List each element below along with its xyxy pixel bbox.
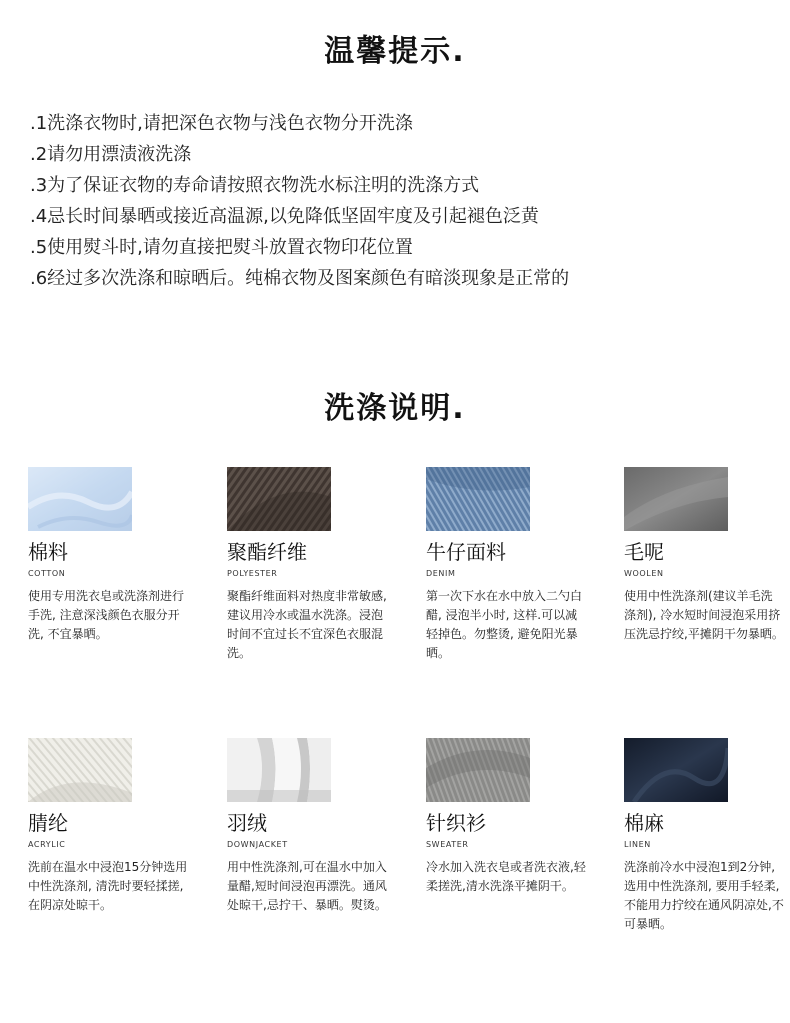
fabric-name: 毛呢 <box>624 540 664 564</box>
fabric-description: 用中性洗涤剂,可在温水中加入量醋,短时间浸泡再漂洗。通风处晾干,忌拧干、暴晒。熨烫。 <box>227 860 387 912</box>
fabric-card-acrylic <box>28 738 198 915</box>
fabric-name: 牛仔面料 <box>426 540 506 564</box>
acrylic-swatch-image <box>28 738 132 802</box>
fabric-english-name: COTTON <box>28 569 66 578</box>
fabric-card-linen <box>624 738 790 934</box>
fabric-name: 针织衫 <box>426 811 486 835</box>
tip-item: .1洗涤衣物时,请把深色衣物与浅色衣物分开洗涤 <box>30 113 413 134</box>
fabric-name: 腈纶 <box>28 811 68 835</box>
tip-item: .5使用熨斗时,请勿直接把熨斗放置衣物印花位置 <box>30 237 413 258</box>
fabric-card-woolen <box>624 467 790 644</box>
tip-item: .3为了保证衣物的寿命请按照衣物洗水标注明的洗涤方式 <box>30 175 480 196</box>
tips-list <box>30 108 770 294</box>
downjacket-swatch-image <box>227 738 331 802</box>
fabric-description: 聚酯纤维面料对热度非常敏感, 建议用冷水或温水洗涤。浸泡时间不宜过长不宜深色衣服混洗。 <box>227 589 387 660</box>
tip-item: .6经过多次洗涤和晾晒后。纯棉衣物及图案颜色有暗淡现象是正常的 <box>30 268 570 289</box>
linen-swatch-image <box>624 738 728 802</box>
denim-swatch-image <box>426 467 530 531</box>
fabric-card-denim <box>426 467 596 663</box>
fabric-card-sweater <box>426 738 596 896</box>
fabric-description: 洗前在温水中浸泡15分钟选用中性洗涤剂, 清洗时要轻揉搓, 在阴凉处晾干。 <box>28 860 188 912</box>
fabric-description: 使用中性洗涤剂(建议羊毛洗涤剂), 冷水短时间浸泡采用挤压洗忌拧绞,平摊阴干勿暴晒。 <box>624 589 784 641</box>
fabric-name: 聚酯纤维 <box>227 540 307 564</box>
sweater-swatch-image <box>426 738 530 802</box>
fabric-name: 棉麻 <box>624 811 664 835</box>
fabric-description: 冷水加入洗衣皂或者洗衣液,轻柔搓洗,清水洗涤平摊阴干。 <box>426 860 586 893</box>
washing-title: 洗涤说明. <box>324 391 466 426</box>
cotton-swatch-image <box>28 467 132 531</box>
fabric-card-cotton <box>28 467 198 644</box>
polyester-swatch-image <box>227 467 331 531</box>
tip-item: .2请勿用漂渍液洗涤 <box>30 144 192 165</box>
fabric-name: 棉料 <box>28 540 68 564</box>
fabric-description: 第一次下水在水中放入二勺白醋, 浸泡半小时, 这样.可以减轻掉色。勿整烫, 避免阳光暴晒。 <box>426 589 583 660</box>
fabric-description: 洗涤前冷水中浸泡1到2分钟,选用中性洗涤剂, 要用手轻柔,不能用力拧绞在通风阴凉处,不可暴晒。 <box>624 860 784 931</box>
fabric-english-name: SWEATER <box>426 840 469 849</box>
fabric-card-polyester <box>227 467 397 663</box>
fabric-english-name: WOOLEN <box>624 569 664 578</box>
fabric-description: 使用专用洗衣皂或洗涤剂进行手洗, 注意深浅颜色衣服分开洗, 不宜暴晒。 <box>28 589 185 641</box>
fabric-english-name: DENIM <box>426 569 456 578</box>
fabric-english-name: LINEN <box>624 840 651 849</box>
fabric-english-name: ACRYLIC <box>28 840 66 849</box>
fabric-name: 羽绒 <box>227 811 267 835</box>
fabric-card-downjacket <box>227 738 397 915</box>
fabric-english-name: DOWNJACKET <box>227 840 288 849</box>
fabric-english-name: POLYESTER <box>227 569 278 578</box>
woolen-swatch-image <box>624 467 728 531</box>
tip-item: .4忌长时间暴晒或接近高温源,以免降低坚固牢度及引起褪色泛黄 <box>30 206 539 227</box>
tips-title: 温馨提示. <box>324 34 466 69</box>
